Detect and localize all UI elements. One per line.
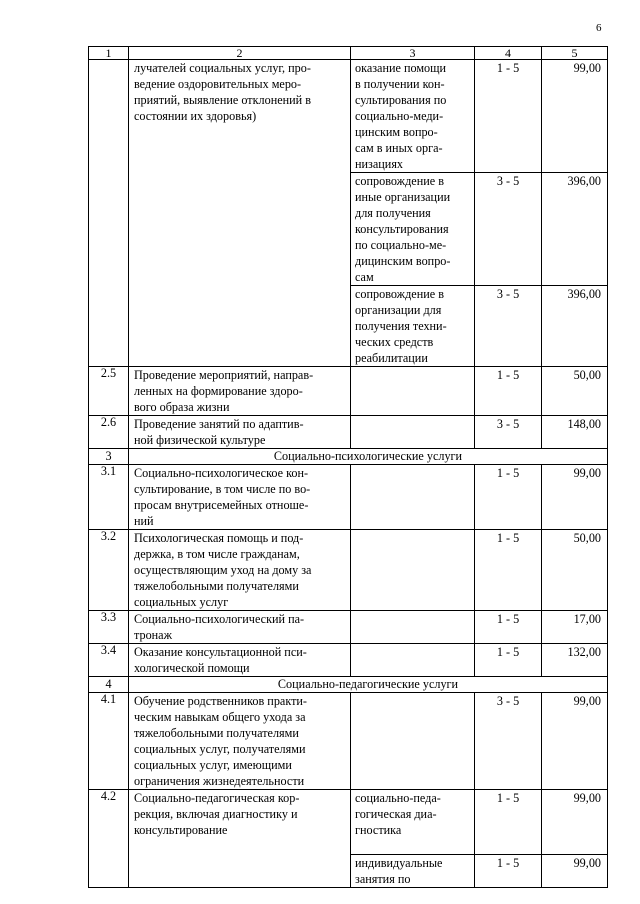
column-header: 1 [89,47,129,60]
service-name: Социально-педагогическая кор- рекция, включая диагностику и консультирование [129,790,351,888]
column-header: 4 [475,47,542,60]
section-number: 4 [89,677,129,693]
service-name: Оказание консультационной пси- хологической помощи [129,644,351,677]
service-subtype [351,367,475,416]
price-value: 99,00 [542,465,608,530]
service-subtype: индивидуальные занятия по [351,855,475,888]
price-value: 99,00 [542,693,608,790]
service-name: Социально-психологический па- тронаж [129,611,351,644]
section-row [89,677,608,693]
group-range: 3 - 5 [475,416,542,449]
column-header: 3 [351,47,475,60]
service-subtype [351,465,475,530]
table-row [89,530,608,611]
table-row [89,790,608,855]
table-row [89,416,608,449]
group-range: 1 - 5 [475,855,542,888]
group-range: 1 - 5 [475,644,542,677]
service-name: Проведение занятий по адаптив- ной физической культуре [129,416,351,449]
services-table [88,46,608,888]
service-name: Социально-психологическое кон- сультирование, в том числе по во- просам внутрисемейных отноше- ний [129,465,351,530]
group-range: 1 - 5 [475,790,542,855]
item-number: 3.4 [89,644,129,677]
column-header: 5 [542,47,608,60]
group-range: 1 - 5 [475,611,542,644]
service-name: Проведение мероприятий, направ- ленных на формирование здоро- вого образа жизни [129,367,351,416]
item-number: 3.3 [89,611,129,644]
item-number: 3.1 [89,465,129,530]
table-row [89,60,608,173]
service-subtype: сопровождение в организации для получения техни- ческих средств реабилитации [351,286,475,367]
service-name: Обучение родственников практи- ческим навыкам общего ухода за тяжелобольными получателями социальных услуг, получателями социальных услуг, имеющими ограничения жизнедеятельности [129,693,351,790]
section-number: 3 [89,449,129,465]
service-subtype [351,644,475,677]
service-subtype [351,693,475,790]
service-subtype: социально-педа- гогическая диа- гностика [351,790,475,855]
price-value: 396,00 [542,173,608,286]
price-value: 132,00 [542,644,608,677]
section-row [89,449,608,465]
group-range: 1 - 5 [475,367,542,416]
table-row [89,611,608,644]
section-title: Социально-психологические услуги [129,449,608,465]
group-range: 3 - 5 [475,286,542,367]
price-value: 17,00 [542,611,608,644]
item-number [89,60,129,367]
table-row [89,693,608,790]
header-row [89,47,608,60]
table-row [89,465,608,530]
price-value: 99,00 [542,855,608,888]
price-value: 50,00 [542,530,608,611]
item-number: 2.5 [89,367,129,416]
group-range: 1 - 5 [475,530,542,611]
service-name: Психологическая помощь и под- держка, в том числе гражданам, осуществляющим уход на дому за тяжелобольными получателями социальных услуг [129,530,351,611]
service-subtype: сопровождение в иные организации для получения консультирования по социально-ме- дицинским вопро- сам [351,173,475,286]
group-range: 1 - 5 [475,465,542,530]
service-subtype [351,530,475,611]
service-subtype [351,611,475,644]
price-value: 99,00 [542,790,608,855]
table-row [89,644,608,677]
service-subtype: оказание помощи в получении кон- сультирования по социально-меди- цинским вопро- сам в иных орга- низациях [351,60,475,173]
column-header: 2 [129,47,351,60]
item-number: 2.6 [89,416,129,449]
group-range: 1 - 5 [475,60,542,173]
group-range: 3 - 5 [475,693,542,790]
service-name: лучателей социальных услуг, про- ведение оздоровительных меро- приятий, выявление отклонений в состоянии их здоровья) [129,60,351,367]
price-value: 99,00 [542,60,608,173]
service-subtype [351,416,475,449]
section-title: Социально-педагогические услуги [129,677,608,693]
price-value: 50,00 [542,367,608,416]
item-number: 4.1 [89,693,129,790]
item-number: 4.2 [89,790,129,888]
item-number: 3.2 [89,530,129,611]
price-value: 396,00 [542,286,608,367]
table-row [89,367,608,416]
page-number: 6 [596,22,602,34]
group-range: 3 - 5 [475,173,542,286]
price-value: 148,00 [542,416,608,449]
